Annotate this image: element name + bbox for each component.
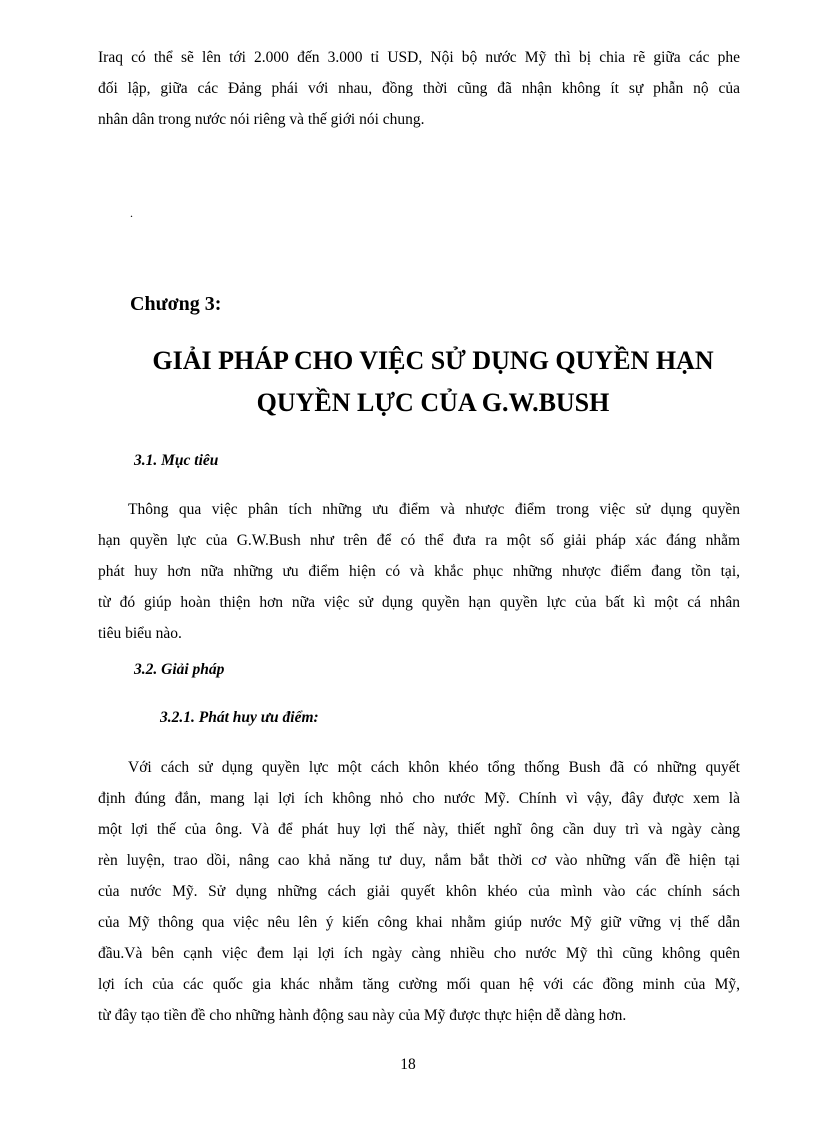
text-line: rèn luyện, trao dồi, nâng cao khả năng tư duy, nắm bắt thời cơ vào những vấn đề hiện tại bbox=[98, 852, 740, 869]
text-line: Iraq có thể sẽ lên tới 2.000 đến 3.000 tỉ USD, Nội bộ nước Mỹ thì bị chia rẽ giữa các phe bbox=[98, 49, 740, 66]
page-number: 18 bbox=[400, 1056, 416, 1073]
text-line: phát huy hơn nữa những ưu điểm hiện có và khắc phục những nhược điểm đang tồn tại, bbox=[98, 563, 740, 580]
section-3-2-1-paragraph bbox=[98, 752, 740, 1031]
text-line: từ đó giúp hoàn thiện hơn nữa việc sử dụng quyền hạn quyền lực của bất kì một cá nhân bbox=[98, 594, 740, 611]
chapter-title-line: GIẢI PHÁP CHO VIỆC SỬ DỤNG QUYỀN HẠN bbox=[152, 346, 714, 375]
text-line: của Mỹ thông qua việc nêu lên ý kiến công khai nhằm giúp nước Mỹ giữ vững vị thế dẫn bbox=[98, 914, 740, 931]
text-line: hạn quyền lực của G.W.Bush như trên để có thể đưa ra một số giải pháp xác đáng nhằm bbox=[98, 532, 740, 549]
chapter-label: Chương 3: bbox=[130, 293, 222, 315]
subsection-heading-3-2-1: 3.2.1. Phát huy ưu điểm: bbox=[160, 709, 319, 726]
text-line: Thông qua việc phân tích những ưu điểm và nhược điểm trong việc sử dụng quyền bbox=[128, 501, 740, 518]
chapter-title bbox=[98, 340, 768, 424]
text-line: Với cách sử dụng quyền lực một cách khôn khéo tổng thống Bush đã có những quyết bbox=[128, 759, 740, 776]
stray-mark: . bbox=[130, 206, 133, 220]
text-line: tiêu biểu nào. bbox=[98, 625, 182, 642]
text-line: đối lập, giữa các Đảng phái với nhau, đồng thời cũng đã nhận không ít sự phẫn nộ của bbox=[98, 80, 740, 97]
text-line: của nước Mỹ. Sử dụng những cách giải quyết khôn khéo của mình vào các chính sách bbox=[98, 883, 740, 900]
text-line: đầu.Và bên cạnh việc đem lại lợi ích ngày càng nhiều cho nước Mỹ thì cũng không quên bbox=[98, 945, 740, 962]
section-3-1-paragraph bbox=[98, 494, 740, 649]
section-heading-3-2: 3.2. Giải pháp bbox=[134, 661, 225, 678]
text-line: từ đây tạo tiền đề cho những hành động sau này của Mỹ được thực hiện dễ dàng hơn. bbox=[98, 1007, 627, 1024]
text-line: định đúng đắn, mang lại lợi ích không nhỏ cho nước Mỹ. Chính vì vậy, đây được xem là bbox=[98, 790, 740, 807]
text-line: một lợi thế của ông. Và để phát huy lợi thế này, thiết nghĩ ông cần duy trì và ngày càng bbox=[98, 821, 740, 838]
text-line: nhân dân trong nước nói riêng và thế giới nói chung. bbox=[98, 111, 425, 128]
chapter-title-line: QUYỀN LỰC CỦA G.W.BUSH bbox=[256, 388, 610, 417]
intro-paragraph bbox=[98, 42, 740, 135]
section-heading-3-1: 3.1. Mục tiêu bbox=[134, 452, 219, 469]
text-line: lợi ích của các quốc gia khác nhằm tăng cường mối quan hệ với các đồng minh của Mỹ, bbox=[98, 976, 740, 993]
